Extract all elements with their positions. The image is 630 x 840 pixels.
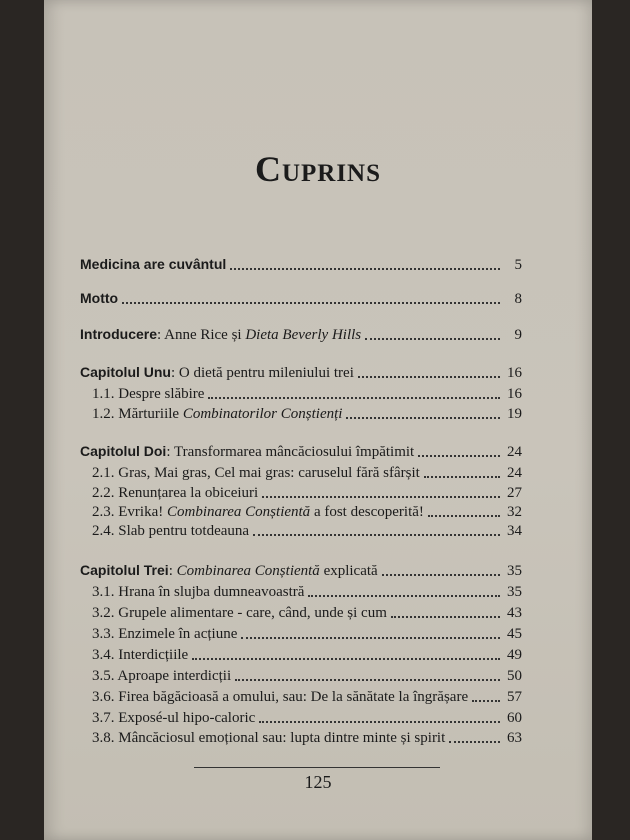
page-title: Cuprins xyxy=(254,149,382,189)
page-ref: 19 xyxy=(507,406,522,422)
toc-entry-3-4: 3.4. Interdicțiile 49 xyxy=(92,647,522,663)
toc-entry-introducere: Introducere: Anne Rice și Dieta Beverly Hills 9 xyxy=(80,326,522,343)
dot-leader xyxy=(308,595,500,597)
toc-entry-capitolul-trei: Capitolul Trei: Combinarea Conștientă explicată 35 xyxy=(80,562,522,579)
dot-leader xyxy=(230,268,500,270)
toc-entry-2-1: 2.1. Gras, Mai gras, Cel mai gras: caruselul fără sfârșit 24 xyxy=(92,465,522,481)
toc-entry-medicina: Medicina are cuvântul 5 xyxy=(80,256,522,273)
dot-leader xyxy=(424,476,500,478)
page-ref: 8 xyxy=(514,291,522,307)
toc-entry-capitolul-doi: Capitolul Doi: Transformarea mâncăciosului împătimit 24 xyxy=(80,443,522,460)
page-ref: 49 xyxy=(507,647,522,663)
page-ref: 32 xyxy=(507,504,522,520)
toc-entry-capitolul-unu: Capitolul Unu: O dietă pentru mileniului trei 16 xyxy=(80,364,522,381)
page-ref: 45 xyxy=(507,626,522,642)
dot-leader xyxy=(241,637,500,639)
toc-entry-3-2: 3.2. Grupele alimentare - care, când, unde și cum 43 xyxy=(92,605,522,621)
toc-entry-3-6: 3.6. Firea băgăcioasă a omului, sau: De la sănătate la îngrășare 57 xyxy=(92,689,522,705)
dot-leader xyxy=(418,455,500,457)
page-ref: 63 xyxy=(507,730,522,746)
toc-entry-1-2: 1.2. Mărturiile Combinatorilor Conștienți 19 xyxy=(92,406,522,422)
page-number: 125 xyxy=(304,772,332,792)
page-ref: 24 xyxy=(507,465,522,481)
footer-rule xyxy=(194,767,440,768)
dot-leader xyxy=(365,338,500,340)
toc-entry-2-2: 2.2. Renunțarea la obiceiuri 27 xyxy=(92,485,522,501)
page-ref: 24 xyxy=(507,444,522,460)
page-ref: 27 xyxy=(507,485,522,501)
dot-leader xyxy=(382,574,500,576)
dot-leader xyxy=(208,397,500,399)
page-ref: 60 xyxy=(507,710,522,726)
toc-entry-3-8: 3.8. Mâncăciosul emoțional sau: lupta dintre minte și spirit 63 xyxy=(92,730,522,746)
page-ref: 43 xyxy=(507,605,522,621)
dot-leader xyxy=(346,417,500,419)
dot-leader xyxy=(253,534,500,536)
dot-leader xyxy=(472,700,500,702)
dot-leader xyxy=(449,741,500,743)
page-ref: 35 xyxy=(507,584,522,600)
page-ref: 34 xyxy=(507,523,522,539)
page-ref: 57 xyxy=(507,689,522,705)
dot-leader xyxy=(259,721,500,723)
dot-leader xyxy=(358,376,500,378)
toc-entry-1-1: 1.1. Despre slăbire 16 xyxy=(92,386,522,402)
toc-entry-3-7: 3.7. Exposé-ul hipo-caloric 60 xyxy=(92,710,522,726)
page-ref: 16 xyxy=(507,365,522,381)
page-ref: 9 xyxy=(514,327,522,343)
toc-entry-motto: Motto 8 xyxy=(80,290,522,307)
dot-leader xyxy=(428,515,500,517)
page-ref: 5 xyxy=(514,257,522,273)
dot-leader xyxy=(391,616,500,618)
toc-entry-3-5: 3.5. Aproape interdicții 50 xyxy=(92,668,522,684)
page-ref: 35 xyxy=(507,563,522,579)
toc-entry-2-3: 2.3. Evrika! Combinarea Conștientă a fost descoperită! 32 xyxy=(92,504,522,520)
dot-leader xyxy=(192,658,500,660)
dot-leader xyxy=(262,496,500,498)
dot-leader xyxy=(235,679,500,681)
dot-leader xyxy=(122,302,500,304)
toc-entry-3-3: 3.3. Enzimele în acțiune 45 xyxy=(92,626,522,642)
toc-entry-3-1: 3.1. Hrana în slujba dumneavoastră 35 xyxy=(92,584,522,600)
page-ref: 16 xyxy=(507,386,522,402)
book-page xyxy=(44,0,592,840)
page-ref: 50 xyxy=(507,668,522,684)
toc-entry-2-4: 2.4. Slab pentru totdeauna 34 xyxy=(92,523,522,539)
